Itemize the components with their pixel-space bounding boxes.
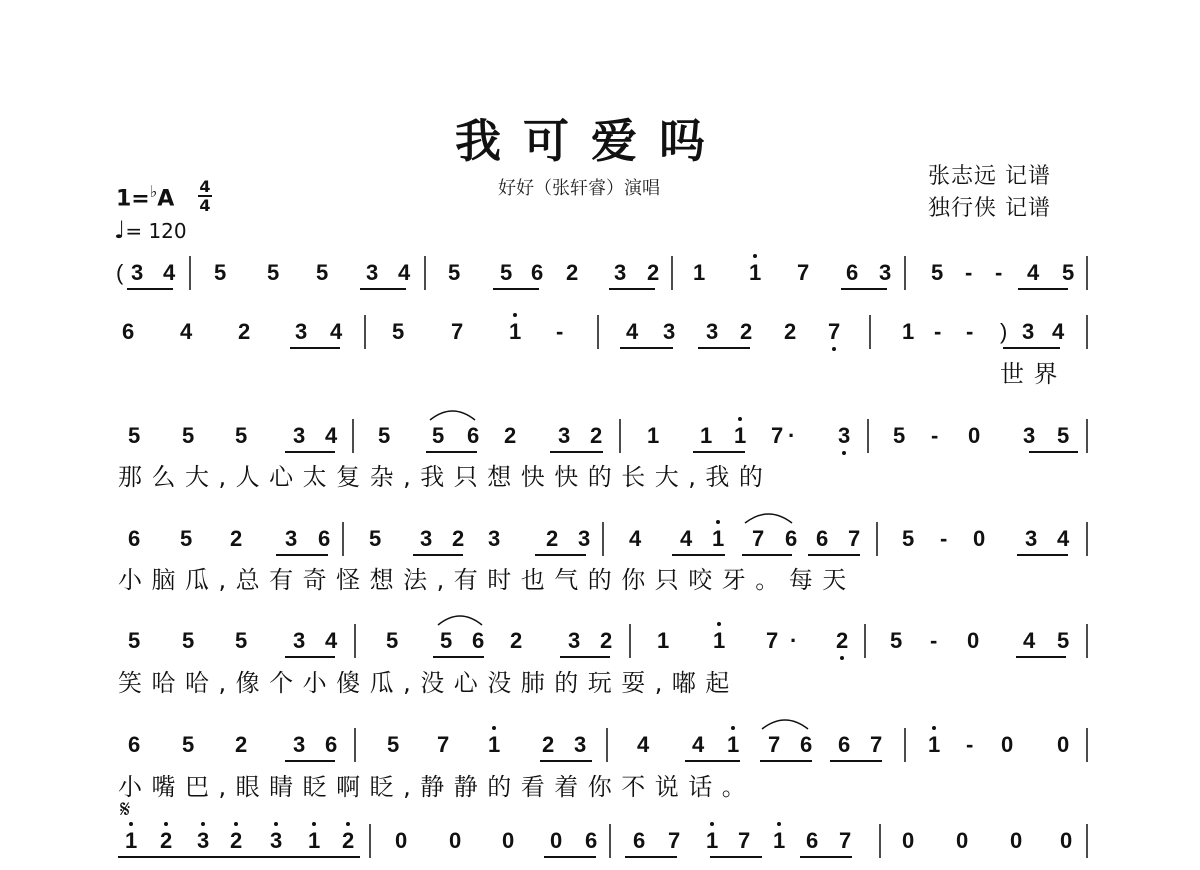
slur-mark bbox=[745, 514, 792, 523]
low-octave-dot bbox=[832, 347, 836, 351]
note-digit: 4 bbox=[330, 319, 343, 344]
note-digit: 6 bbox=[806, 828, 819, 853]
note-digit: 5 bbox=[392, 319, 405, 344]
key-letter: A bbox=[157, 186, 175, 212]
note-digit: 6 bbox=[838, 732, 851, 757]
note-digit: 3 bbox=[293, 732, 306, 757]
note-digit: 5 bbox=[1062, 260, 1075, 285]
note-digit: 4 bbox=[325, 628, 338, 653]
high-octave-dot bbox=[716, 520, 720, 524]
segno-icon: 𝄋 bbox=[120, 795, 131, 823]
high-octave-dot bbox=[717, 622, 721, 626]
note-digit: 3 bbox=[295, 319, 308, 344]
note-digit: 4 bbox=[180, 319, 193, 344]
note-digit: 5 bbox=[369, 526, 382, 551]
lyrics-line: 世界 bbox=[1000, 360, 1067, 388]
note-digit: 2 bbox=[452, 526, 465, 551]
note-digit: 4 bbox=[1027, 260, 1040, 285]
note-digit: 1 bbox=[509, 319, 522, 344]
tempo-value: = 120 bbox=[125, 219, 187, 243]
dash-mark: - bbox=[934, 319, 942, 344]
note-digit: 2 bbox=[230, 526, 243, 551]
note-digit: 2 bbox=[238, 319, 251, 344]
note-digit: 5 bbox=[1057, 423, 1070, 448]
lyrics-line: 小嘴巴,眼睛眨啊眨,静静的看着你不说话。 bbox=[118, 773, 756, 801]
note-digit: 6 bbox=[472, 628, 485, 653]
note-digit: 3 bbox=[663, 319, 676, 344]
note-digit: 3 bbox=[706, 319, 719, 344]
note-digit: 2 bbox=[566, 260, 579, 285]
note-digit: 7 bbox=[771, 423, 784, 448]
quarter-note-icon: ♩ bbox=[114, 216, 126, 244]
note-digit: 5 bbox=[235, 423, 248, 448]
note-digit: 4 bbox=[680, 526, 693, 551]
note-digit: 2 bbox=[836, 628, 849, 653]
dash-mark: - bbox=[930, 628, 938, 653]
note-digit: 4 bbox=[692, 732, 705, 757]
note-digit: 0 bbox=[1010, 828, 1023, 853]
note-digit: 6 bbox=[325, 732, 338, 757]
low-octave-dot bbox=[842, 451, 846, 455]
note-digit: 5 bbox=[931, 260, 944, 285]
note-digit: 3 bbox=[420, 526, 433, 551]
note-digit: 1 bbox=[125, 828, 138, 853]
note-digit: 6 bbox=[318, 526, 331, 551]
note-digit: 2 bbox=[230, 828, 243, 853]
dash-mark: - bbox=[931, 423, 939, 448]
note-digit: 3 bbox=[568, 628, 581, 653]
transcriber-credit-2: 独行侠 记谱 bbox=[928, 196, 1051, 221]
note-digit: 7 bbox=[451, 319, 464, 344]
high-octave-dot bbox=[777, 822, 781, 826]
note-digit: 3 bbox=[574, 732, 587, 757]
note-digit: 4 bbox=[626, 319, 639, 344]
note-digit: 5 bbox=[267, 260, 280, 285]
note-digit: 4 bbox=[163, 260, 176, 285]
note-digit: 5 bbox=[432, 423, 445, 448]
note-digit: 1 bbox=[928, 732, 941, 757]
note-digit: 7 bbox=[768, 732, 781, 757]
note-digit: 6 bbox=[467, 423, 480, 448]
note-digit: 1 bbox=[773, 828, 786, 853]
note-digit: 2 bbox=[342, 828, 355, 853]
high-octave-dot bbox=[312, 822, 316, 826]
paren-mark: ) bbox=[1000, 319, 1008, 344]
slur-mark bbox=[430, 411, 475, 420]
dash-mark: - bbox=[940, 526, 948, 551]
slur-mark bbox=[762, 720, 808, 729]
slur-mark bbox=[438, 616, 482, 625]
note-digit: 2 bbox=[740, 319, 753, 344]
note-digit: 5 bbox=[182, 628, 195, 653]
note-digit: 2 bbox=[160, 828, 173, 853]
note-digit: 5 bbox=[128, 628, 141, 653]
note-digit: 5 bbox=[1057, 628, 1070, 653]
note-digit: 5 bbox=[890, 628, 903, 653]
high-octave-dot bbox=[274, 822, 278, 826]
note-digit: 7 bbox=[668, 828, 681, 853]
note-digit: 5 bbox=[378, 423, 391, 448]
key-prefix: 1= bbox=[116, 186, 150, 212]
note-digit: 0 bbox=[973, 526, 986, 551]
note-digit: 6 bbox=[128, 526, 141, 551]
dash-mark: - bbox=[995, 260, 1003, 285]
note-digit: 5 bbox=[182, 423, 195, 448]
note-digit: 3 bbox=[285, 526, 298, 551]
note-digit: 5 bbox=[235, 628, 248, 653]
time-numerator: 4 bbox=[199, 177, 211, 196]
note-digit: 2 bbox=[504, 423, 517, 448]
note-digit: 1 bbox=[693, 260, 706, 285]
note-digit: 1 bbox=[712, 526, 725, 551]
note-digit: 7 bbox=[870, 732, 883, 757]
note-digit: 0 bbox=[1057, 732, 1070, 757]
note-digit: 0 bbox=[967, 628, 980, 653]
note-digit: 6 bbox=[816, 526, 829, 551]
note-digit: 3 bbox=[131, 260, 144, 285]
dash-mark: - bbox=[966, 319, 974, 344]
note-digit: 5 bbox=[386, 628, 399, 653]
note-digit: 3 bbox=[1023, 423, 1036, 448]
note-digit: 7 bbox=[848, 526, 861, 551]
note-digit: 1 bbox=[713, 628, 726, 653]
note-digit: 6 bbox=[800, 732, 813, 757]
lyrics-line: 那么大,人心太复杂,我只想快快的长大,我的 bbox=[118, 463, 773, 491]
note-digit: 2 bbox=[546, 526, 559, 551]
note-digit: 4 bbox=[1057, 526, 1070, 551]
note-digit: 7 bbox=[437, 732, 450, 757]
note-digit: 2 bbox=[542, 732, 555, 757]
note-digit: 0 bbox=[449, 828, 462, 853]
dash-mark: - bbox=[965, 260, 973, 285]
note-digit: 1 bbox=[727, 732, 740, 757]
note-digit: 1 bbox=[700, 423, 713, 448]
note-digit: 3 bbox=[293, 423, 306, 448]
note-digit: 6 bbox=[531, 260, 544, 285]
note-digit: 6 bbox=[128, 732, 141, 757]
dot-mark: · bbox=[790, 628, 798, 653]
transcriber-credit-1: 张志远 记谱 bbox=[928, 164, 1051, 189]
note-digit: 1 bbox=[749, 260, 762, 285]
note-digit: 0 bbox=[550, 828, 563, 853]
low-octave-dot bbox=[840, 656, 844, 660]
note-digit: 1 bbox=[647, 423, 660, 448]
note-digit: 5 bbox=[902, 526, 915, 551]
note-digit: 1 bbox=[734, 423, 747, 448]
high-octave-dot bbox=[738, 417, 742, 421]
note-digit: 7 bbox=[828, 319, 841, 344]
note-digit: 4 bbox=[629, 526, 642, 551]
note-digit: 5 bbox=[182, 732, 195, 757]
note-digit: 5 bbox=[180, 526, 193, 551]
note-digit: 3 bbox=[879, 260, 892, 285]
note-digit: 1 bbox=[488, 732, 501, 757]
note-digit: 1 bbox=[308, 828, 321, 853]
note-digit: 0 bbox=[395, 828, 408, 853]
note-digit: 1 bbox=[657, 628, 670, 653]
note-digit: 2 bbox=[590, 423, 603, 448]
dash-mark: - bbox=[966, 732, 974, 757]
note-digit: 0 bbox=[956, 828, 969, 853]
note-digit: 3 bbox=[270, 828, 283, 853]
note-digit: 7 bbox=[766, 628, 779, 653]
note-digit: 5 bbox=[448, 260, 461, 285]
performer-subtitle: 好好（张轩睿）演唱 bbox=[498, 178, 660, 199]
note-digit: 4 bbox=[1023, 628, 1036, 653]
note-digit: 2 bbox=[647, 260, 660, 285]
note-digit: 3 bbox=[197, 828, 210, 853]
note-digit: 3 bbox=[1022, 319, 1035, 344]
song-title: 我可爱吗 bbox=[455, 114, 727, 168]
note-digit: 3 bbox=[838, 423, 851, 448]
lyrics-line: 笑哈哈,像个小傻瓜,没心没肺的玩耍,嘟起 bbox=[118, 669, 739, 697]
high-octave-dot bbox=[932, 726, 936, 730]
dash-mark: - bbox=[556, 319, 564, 344]
note-digit: 5 bbox=[128, 423, 141, 448]
note-digit: 5 bbox=[316, 260, 329, 285]
note-digit: 3 bbox=[366, 260, 379, 285]
note-digit: 7 bbox=[738, 828, 751, 853]
high-octave-dot bbox=[129, 822, 133, 826]
note-digit: 3 bbox=[293, 628, 306, 653]
time-denominator: 4 bbox=[199, 196, 211, 215]
note-digit: 6 bbox=[633, 828, 646, 853]
note-digit: 0 bbox=[1060, 828, 1073, 853]
note-digit: 3 bbox=[578, 526, 591, 551]
high-octave-dot bbox=[234, 822, 238, 826]
note-digit: 7 bbox=[752, 526, 765, 551]
note-digit: 5 bbox=[893, 423, 906, 448]
high-octave-dot bbox=[164, 822, 168, 826]
note-digit: 2 bbox=[784, 319, 797, 344]
note-digit: 1 bbox=[706, 828, 719, 853]
note-digit: 2 bbox=[600, 628, 613, 653]
high-octave-dot bbox=[710, 822, 714, 826]
note-digit: 5 bbox=[440, 628, 453, 653]
note-digit: 0 bbox=[502, 828, 515, 853]
note-digit: 2 bbox=[235, 732, 248, 757]
note-digit: 3 bbox=[488, 526, 501, 551]
note-digit: 6 bbox=[846, 260, 859, 285]
paren-mark: ( bbox=[116, 260, 124, 285]
note-digit: 2 bbox=[510, 628, 523, 653]
high-octave-dot bbox=[513, 313, 517, 317]
note-digit: 4 bbox=[325, 423, 338, 448]
note-digit: 7 bbox=[839, 828, 852, 853]
note-digit: 5 bbox=[387, 732, 400, 757]
high-octave-dot bbox=[731, 726, 735, 730]
note-digit: 4 bbox=[1052, 319, 1065, 344]
high-octave-dot bbox=[492, 726, 496, 730]
note-digit: 0 bbox=[902, 828, 915, 853]
note-digit: 0 bbox=[968, 423, 981, 448]
note-digit: 6 bbox=[122, 319, 135, 344]
note-digit: 3 bbox=[1025, 526, 1038, 551]
note-digit: 4 bbox=[398, 260, 411, 285]
note-digit: 7 bbox=[797, 260, 810, 285]
high-octave-dot bbox=[201, 822, 205, 826]
note-digit: 4 bbox=[637, 732, 650, 757]
dot-mark: · bbox=[788, 423, 796, 448]
note-digit: 3 bbox=[558, 423, 571, 448]
note-digit: 1 bbox=[902, 319, 915, 344]
note-digit: 3 bbox=[614, 260, 627, 285]
note-digit: 5 bbox=[214, 260, 227, 285]
note-digit: 5 bbox=[500, 260, 513, 285]
note-digit: 6 bbox=[585, 828, 598, 853]
lyrics-line: 小脑瓜,总有奇怪想法,有时也气的你只咬牙。每天 bbox=[118, 566, 856, 594]
flat-icon: ♭ bbox=[149, 182, 158, 201]
high-octave-dot bbox=[753, 254, 757, 258]
note-digit: 6 bbox=[785, 526, 798, 551]
high-octave-dot bbox=[346, 822, 350, 826]
note-digit: 0 bbox=[1001, 732, 1014, 757]
